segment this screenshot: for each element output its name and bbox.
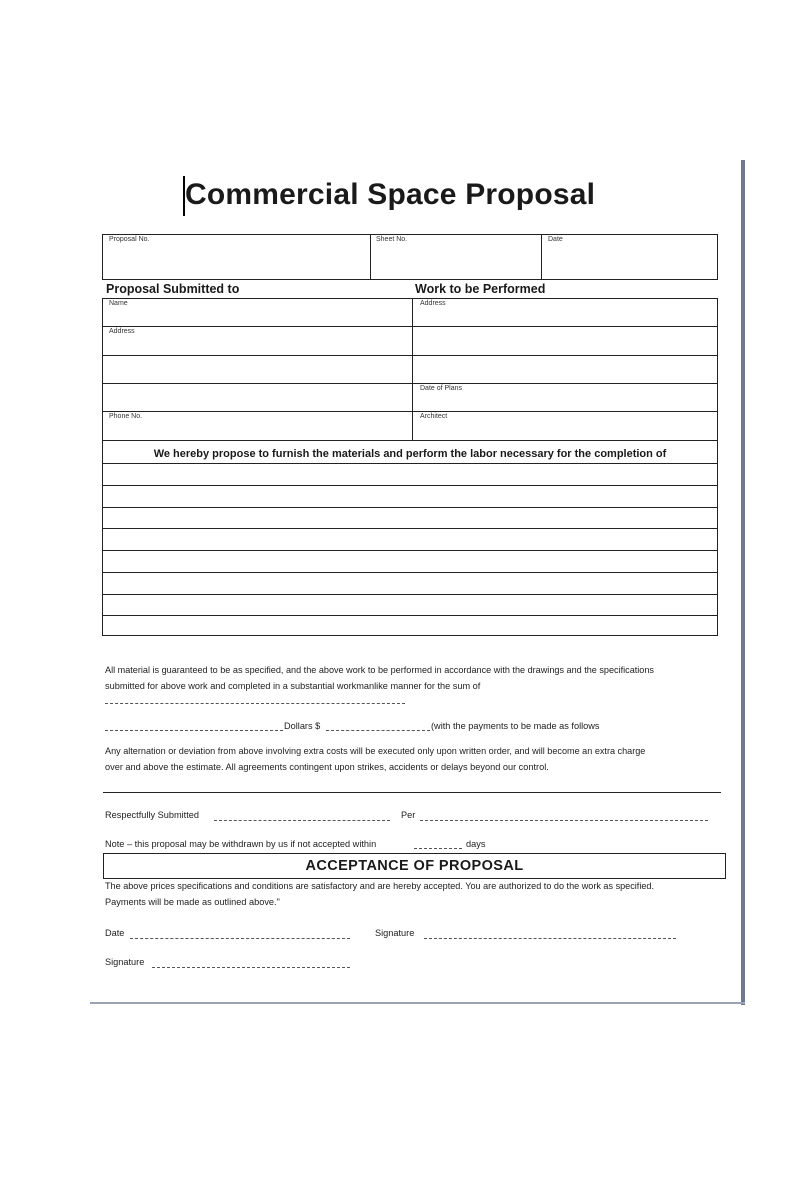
- grid-row-line: [102, 485, 718, 486]
- intro-statement: We hereby propose to furnish the materials and perform the labor necessary for the completion of: [153, 448, 667, 460]
- grid-center-divider: [412, 298, 413, 440]
- grid-row-line: [102, 594, 718, 595]
- work-address-label: Address: [420, 300, 446, 307]
- header-divider-1: [370, 234, 371, 280]
- second-signature-blank: [152, 967, 350, 968]
- grid-row-line: [102, 463, 718, 464]
- grid-row-line: [102, 326, 718, 327]
- grid-row-line: [102, 507, 718, 508]
- note-text: Note – this proposal may be withdrawn by us if not accepted within: [105, 839, 377, 849]
- grid-row-line: [102, 615, 718, 616]
- proposal-no-label: Proposal No.: [109, 236, 150, 243]
- grid-row-line: [102, 572, 718, 573]
- header-fields-box: [102, 234, 718, 280]
- dollars-blank: [105, 730, 283, 731]
- page-edge-right: [741, 160, 745, 1005]
- grid-row-line: [102, 383, 718, 384]
- amount-blank: [326, 730, 430, 731]
- per-label: Per: [401, 810, 416, 820]
- acceptance-heading: ACCEPTANCE OF PROPOSAL: [103, 853, 726, 879]
- sum-blank: [105, 703, 405, 704]
- payments-label: (with the payments to be made as follows: [431, 721, 600, 731]
- alteration-line-1: Any alternation or deviation from above involving extra costs will be executed only upon written order, and will become an extra charge: [105, 746, 646, 756]
- submitted-to-heading: Proposal Submitted to: [106, 282, 240, 296]
- header-divider-2: [541, 234, 542, 280]
- respectfully-blank: [214, 820, 390, 821]
- per-blank: [420, 820, 708, 821]
- days-label: days: [466, 839, 486, 849]
- respectfully-submitted-label: Respectfully Submitted: [105, 810, 199, 820]
- architect-label: Architect: [420, 413, 448, 420]
- acceptance-signature-label: Signature: [375, 928, 415, 938]
- dollars-label: Dollars $: [284, 721, 321, 731]
- signoff-divider: [103, 792, 721, 793]
- phone-label: Phone No.: [109, 413, 143, 420]
- grid-row-line: [102, 440, 718, 441]
- grid-row-line: [102, 550, 718, 551]
- days-blank: [414, 848, 462, 849]
- terms-line-2: submitted for above work and completed in a substantial workmanlike manner for the sum of: [105, 681, 481, 691]
- second-signature-label: Signature: [105, 957, 145, 967]
- alteration-line-2: over and above the estimate. All agreements contingent upon strikes, accidents or delays beyond our control.: [105, 762, 549, 772]
- name-label: Name: [109, 300, 128, 307]
- acceptance-line-2: Payments will be made as outlined above.": [105, 897, 280, 907]
- terms-line-1: All material is guaranteed to be as specified, and the above work to be performed in accordance with the drawings and the specifications: [105, 665, 654, 675]
- grid-row-line: [102, 411, 718, 412]
- sheet-no-label: Sheet No.: [376, 236, 408, 243]
- acceptance-line-1: The above prices specifications and conditions are satisfactory and are hereby accepted. You are authorized to do the work as specified.: [105, 881, 654, 891]
- main-grid: [102, 298, 718, 636]
- page-title: Commercial Space Proposal: [185, 178, 596, 211]
- acceptance-date-blank: [130, 938, 350, 939]
- page-edge-bottom: [90, 1002, 745, 1004]
- grid-row-line: [102, 355, 718, 356]
- date-label: Date: [548, 236, 563, 243]
- date-of-plans-label: Date of Plans: [420, 385, 463, 392]
- address-label: Address: [109, 328, 135, 335]
- grid-row-line: [102, 528, 718, 529]
- acceptance-signature-blank: [424, 938, 676, 939]
- acceptance-date-label: Date: [105, 928, 125, 938]
- work-performed-heading: Work to be Performed: [415, 282, 546, 296]
